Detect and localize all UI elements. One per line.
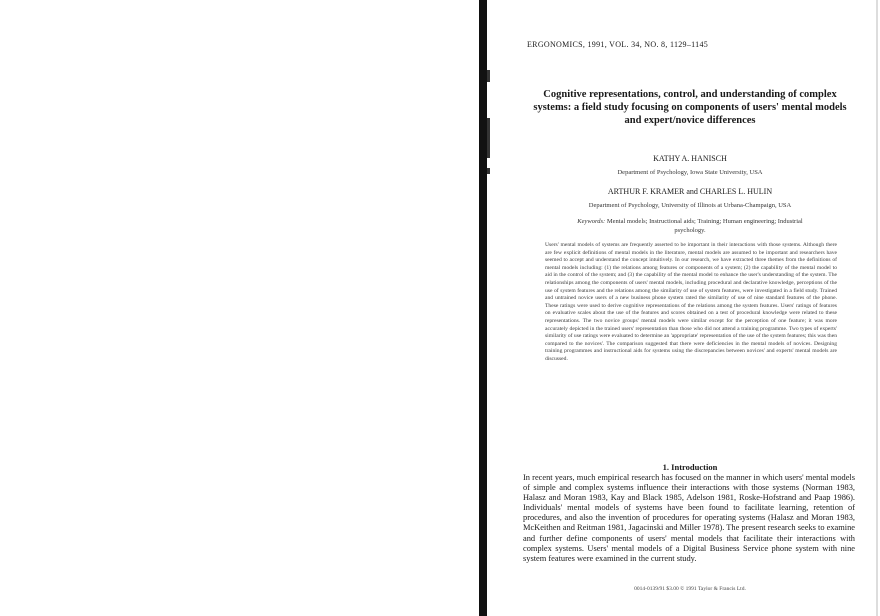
article-first-page: [505, 30, 865, 610]
section-heading: 1. Introduction: [662, 462, 718, 472]
journal-citation: ERGONOMICS, 1991, VOL. 34, NO. 8, 1129–1145: [527, 40, 709, 49]
spine-mark: [487, 118, 490, 158]
copyright-footer: 0014-0139/91 $3.00 © 1991 Taylor & Francis Ltd.: [634, 586, 746, 592]
book-spine-shadow: [479, 0, 487, 616]
keywords: [575, 217, 805, 235]
article-title: Cognitive representations, control, and understanding of complex systems: a field study focusing on components of users' mental models and expert/novice differences: [533, 89, 847, 126]
author-line: KATHY A. HANISCH: [653, 154, 727, 163]
page-right-edge: [876, 0, 878, 616]
author-affiliation: Department of Psychology, University of Illinois at Urbana-Champaign, USA: [588, 202, 792, 209]
keywords-text: Mental models; Instructional aids; Training; Human engineering; Industrial psychology.: [606, 218, 803, 234]
spine-mark: [487, 168, 490, 174]
author-affiliation: Department of Psychology, Iowa State University, USA: [617, 169, 763, 176]
keywords-label: Keywords:: [577, 218, 606, 225]
spine-mark: [487, 70, 490, 82]
introduction-paragraph: In recent years, much empirical research has focused on the manner in which users' mental models of simple and complex systems influence their interactions with those systems (Norman 1983, Halasz and Moran 1983, Kay and Black 1985, Adelson 1981, Roske-Hofstrand and Paap 1986). Individuals' mental models of systems have been found to facilitate learning, retention of procedures, and also the invention of procedures for operating systems (Halasz and Moran 1983, McKeithen and Reitman 1981, Jagacinski and Miller 1978). The present research seeks to examine and further define components of users' mental models that facilitate their interactions with complex systems. Users' mental models of a Digital Business Service phone system with nine system features were examined in the current study.: [523, 473, 855, 563]
abstract: Users' mental models of systems are frequently asserted to be important in their interactions with those systems. Although there are few explicit definitions of mental models in the literature, mental models are assumed to be important and researchers have seemed to accept and understand the concept intuitively. In our research, we have extracted three themes from the definitions of mental models including: (1) the relations among features or components of a system; (2) the capability of the mental model to aid in the control of the system; and (3) the capability of the mental model to enhance the user's understanding of the system. The relationships among the components of users' mental models, including procedural and declarative knowledge, perceptions of the use of system features and the relations among the similarity of use of system features, were investigated in a field study. Trained and untrained novice users of a new business phone system rated the similarity of use of nine standard features of the phone. These ratings were used to derive cognitive representations of the relations among the system features. Users' ratings of features on evaluative scales about the use of the features and scores obtained on a test of procedural knowledge were related to these representations. The two novice groups' mental models were similar except for the perception of one feature; it was more accurately depicted in the trained users' representation than those who did not attend a training programme. Two types of experts' similarity of use ratings were evaluated to determine an 'appropriate' representation of the use of the system features; this was then compared to the novices'. The comparison suggested that there were deficiencies in the mental models of novices. Designing training programmes and instructional aids for systems using the discrepancies between novices' and experts' mental models are discussed.: [545, 242, 837, 362]
author-line: ARTHUR F. KRAMER and CHARLES L. HULIN: [607, 187, 773, 196]
